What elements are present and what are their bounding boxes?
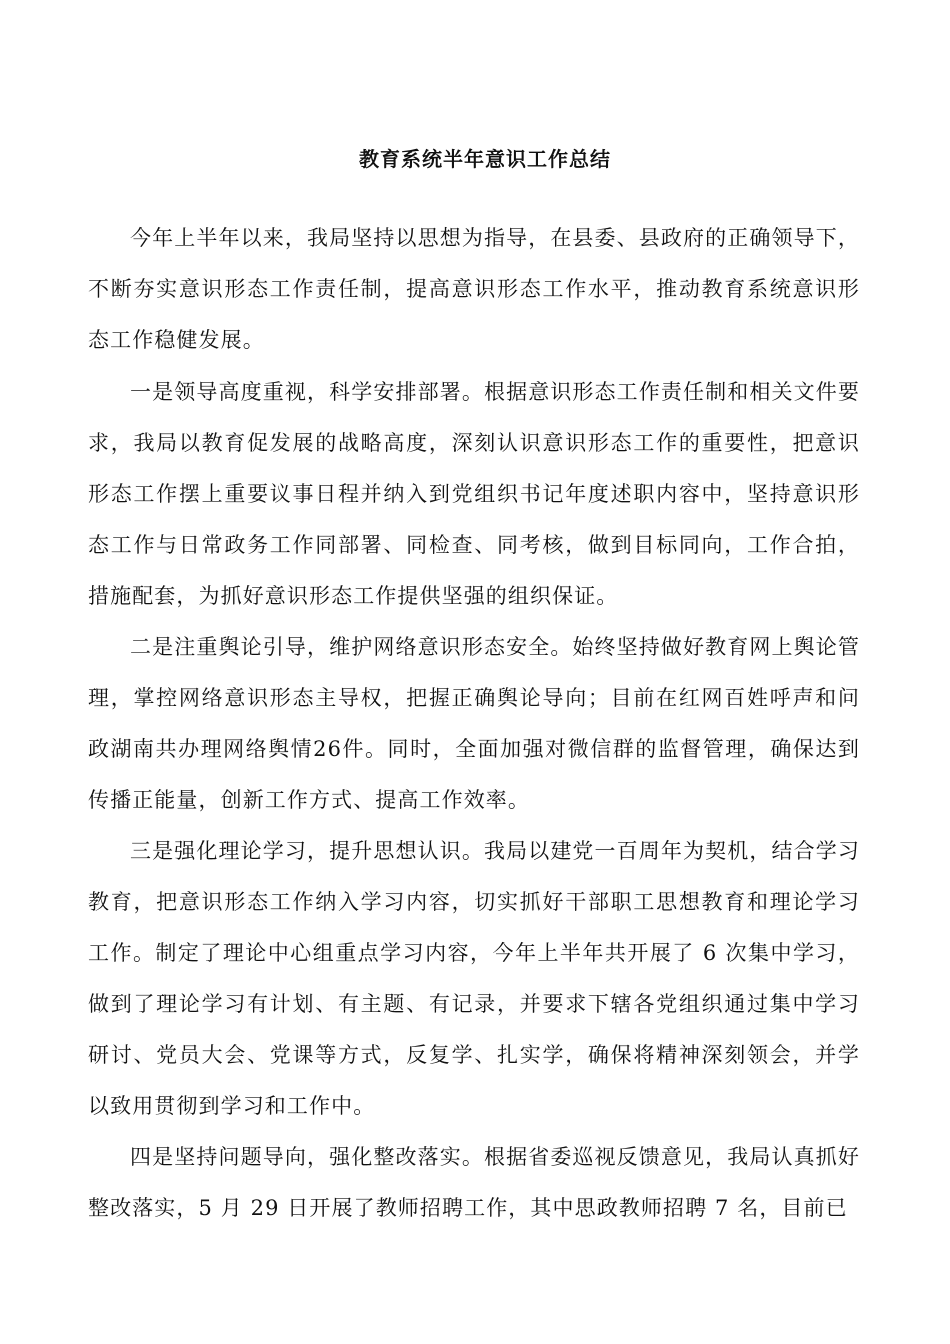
paragraph-point-4: 四是坚持问题导向，强化整改落实。根据省委巡视反馈意见，我局认真抓好整改落实，5 月 29 日开展了教师招聘工作，其中思政教师招聘 7 名，目前已	[88, 1145, 860, 1220]
document-title: 教育系统半年意识工作总结	[359, 147, 611, 171]
paragraph-point-3: 三是强化理论学习，提升思想认识。我局以建党一百周年为契机，结合学习教育，把意识形态工作纳入学习内容，切实抓好干部职工思想教育和理论学习工作。制定了理论中心组重点学习内容，今年上半年共开展了 6 次集中学习，做到了理论学习有计划、有主题、有记录，并要求下辖各党组织通过集中学习研讨、党员大会、党课等方式，反复学、扎实学，确保将精神深刻领会，并学以致用贯彻到学习和工作中。	[88, 839, 860, 1118]
paragraph-intro: 今年上半年以来，我局坚持以思想为指导，在县委、县政府的正确领导下，不断夯实意识形态工作责任制，提高意识形态工作水平，推动教育系统意识形态工作稳健发展。	[88, 226, 860, 352]
paragraph-point-1: 一是领导高度重视，科学安排部署。根据意识形态工作责任制和相关文件要求，我局以教育促发展的战略高度，深刻认识意识形态工作的重要性，把意识形态工作摆上重要议事日程并纳入到党组织书记年度述职内容中，坚持意识形态工作与日常政务工作同部署、同检查、同考核，做到目标同向，工作合拍，措施配套，为抓好意识形态工作提供坚强的组织保证。	[88, 380, 860, 608]
paragraph-point-2: 二是注重舆论引导，维护网络意识形态安全。始终坚持做好教育网上舆论管理，掌控网络意识形态主导权，把握正确舆论导向；目前在红网百姓呼声和问政湖南共办理网络舆情26件。同时，全面加强对微信群的监督管理，确保达到传播正能量，创新工作方式、提高工作效率。	[88, 635, 860, 812]
